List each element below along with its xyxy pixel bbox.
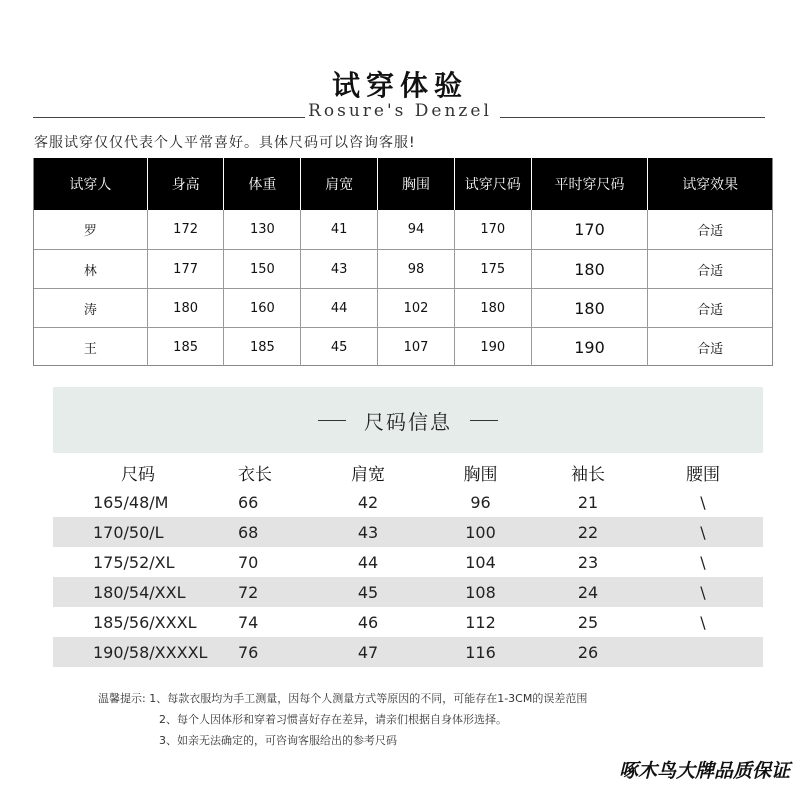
column-header: 试穿效果 bbox=[682, 177, 739, 193]
table-cell: 102 bbox=[378, 289, 455, 327]
table-cell: \ bbox=[700, 492, 706, 512]
table-cell: 24 bbox=[577, 582, 599, 602]
table-cell: 41 bbox=[301, 210, 378, 249]
table-row bbox=[34, 210, 772, 249]
table-cell: 116 bbox=[465, 642, 496, 662]
table-cell: 112 bbox=[465, 612, 496, 632]
table-cell: 180 bbox=[532, 289, 649, 327]
tip-line: 温馨提示: 1、每款衣服均为手工测量，因每个人测量方式等原因的不同，可能存在1-3CM的误差范围 bbox=[98, 692, 588, 705]
table-cell: 72 bbox=[238, 582, 259, 602]
table-cell: 25 bbox=[577, 612, 599, 632]
table-cell: 70 bbox=[238, 552, 259, 572]
column-header: 肩宽 bbox=[351, 464, 385, 485]
column-header: 尺码 bbox=[121, 464, 155, 485]
table-cell: 130 bbox=[224, 210, 301, 249]
table-cell: 170/50/L bbox=[93, 522, 164, 542]
table-cell: 170 bbox=[455, 210, 532, 249]
table-cell: 47 bbox=[357, 642, 379, 662]
table-cell: 96 bbox=[470, 492, 491, 512]
table-cell: 172 bbox=[148, 210, 225, 249]
table-cell: 175 bbox=[455, 250, 532, 288]
table-row bbox=[53, 637, 763, 667]
table-row bbox=[34, 327, 772, 366]
table-cell: \ bbox=[700, 582, 706, 602]
table-cell: 合适 bbox=[697, 341, 724, 357]
table-cell: 104 bbox=[465, 552, 496, 572]
table-cell: 190/58/XXXXL bbox=[93, 642, 208, 662]
table-row bbox=[34, 288, 772, 327]
table-cell: 44 bbox=[301, 289, 378, 327]
column-header: 胸围 bbox=[463, 464, 498, 485]
table-cell: 罗 bbox=[34, 210, 148, 249]
column-header: 袖长 bbox=[571, 464, 605, 485]
table-cell: 165/48/M bbox=[93, 492, 169, 512]
table-cell: 26 bbox=[577, 642, 599, 662]
table-cell: 107 bbox=[378, 328, 455, 366]
table-cell: 74 bbox=[238, 612, 259, 632]
table-row bbox=[53, 547, 763, 577]
table-cell: 185 bbox=[148, 328, 225, 366]
table-cell: \ bbox=[700, 612, 706, 632]
table-cell: 160 bbox=[224, 289, 301, 327]
table-cell: 43 bbox=[357, 522, 379, 542]
table-cell: 180 bbox=[532, 250, 649, 288]
brand-slogan: 啄木鸟大牌品质保证 bbox=[618, 760, 790, 782]
table-cell: 180/54/XXL bbox=[93, 582, 186, 602]
fitting-table bbox=[33, 158, 773, 366]
column-header: 衣长 bbox=[238, 464, 272, 485]
table-cell: 合适 bbox=[697, 302, 724, 318]
table-cell: 100 bbox=[465, 522, 496, 542]
table-cell: 44 bbox=[357, 552, 379, 572]
table-row bbox=[53, 577, 763, 607]
table-cell: 180 bbox=[148, 289, 225, 327]
table-cell: 合适 bbox=[697, 224, 724, 239]
page-title: 试穿体验 bbox=[331, 69, 468, 102]
table-cell: 190 bbox=[532, 328, 649, 366]
table-cell: 66 bbox=[238, 492, 259, 512]
table-cell: 76 bbox=[238, 642, 259, 662]
table-cell: 68 bbox=[238, 522, 259, 542]
table-cell: 185/56/XXXL bbox=[93, 612, 197, 632]
table-cell: 46 bbox=[357, 612, 379, 632]
column-header: 胸围 bbox=[378, 158, 455, 210]
column-header: 腰围 bbox=[686, 464, 720, 485]
fitting-table-header bbox=[34, 158, 772, 210]
table-cell: 190 bbox=[455, 328, 532, 366]
table-cell: 185 bbox=[224, 328, 301, 366]
fitting-note: 客服试穿仅仅代表个人平常喜好。具体尺码可以咨询客服! bbox=[34, 135, 416, 151]
column-header: 体重 bbox=[224, 158, 301, 210]
table-cell: 45 bbox=[301, 328, 378, 366]
table-cell: 177 bbox=[148, 250, 225, 288]
table-cell: 林 bbox=[34, 250, 148, 288]
size-info-banner bbox=[53, 387, 763, 453]
tip-line: 3、如亲无法确定的，可咨询客服给出的参考尺码 bbox=[159, 734, 397, 747]
tip-line: 2、每个人因体形和穿着习惯喜好存在差异，请亲们根据自身体形选择。 bbox=[159, 713, 507, 726]
column-header: 试穿尺码 bbox=[455, 158, 532, 210]
size-table bbox=[53, 457, 763, 667]
tips bbox=[98, 688, 587, 751]
table-cell: 150 bbox=[224, 250, 301, 288]
brand-subtitle: Rosure's Denzel bbox=[308, 101, 492, 121]
table-cell: 22 bbox=[577, 522, 599, 542]
size-info-title: 尺码信息 bbox=[364, 409, 452, 434]
column-header: 平时穿尺码 bbox=[532, 158, 649, 210]
table-cell: 合适 bbox=[697, 263, 724, 279]
banner-dash-right bbox=[470, 420, 498, 421]
banner-dash-left bbox=[318, 420, 346, 421]
table-cell: 45 bbox=[357, 582, 379, 602]
table-row bbox=[53, 607, 763, 637]
table-cell: 43 bbox=[301, 250, 378, 288]
size-table-header bbox=[53, 457, 763, 487]
table-cell: 180 bbox=[455, 289, 532, 327]
table-cell: 94 bbox=[378, 210, 455, 249]
table-cell: 108 bbox=[465, 582, 496, 602]
table-cell: 23 bbox=[577, 552, 599, 572]
table-cell: \ bbox=[700, 552, 706, 572]
column-header: 身高 bbox=[148, 158, 225, 210]
table-cell: 98 bbox=[378, 250, 455, 288]
table-cell: 42 bbox=[357, 492, 379, 512]
table-cell: 21 bbox=[577, 492, 599, 512]
table-cell: 170 bbox=[532, 210, 649, 249]
table-row bbox=[34, 249, 772, 288]
table-cell: 涛 bbox=[34, 289, 148, 327]
table-cell: \ bbox=[700, 522, 706, 542]
column-header: 肩宽 bbox=[301, 158, 378, 210]
table-cell: 175/52/XL bbox=[93, 552, 175, 572]
table-cell: 王 bbox=[34, 328, 148, 366]
table-row bbox=[53, 517, 763, 547]
column-header: 试穿人 bbox=[34, 158, 148, 210]
table-row bbox=[53, 487, 763, 517]
